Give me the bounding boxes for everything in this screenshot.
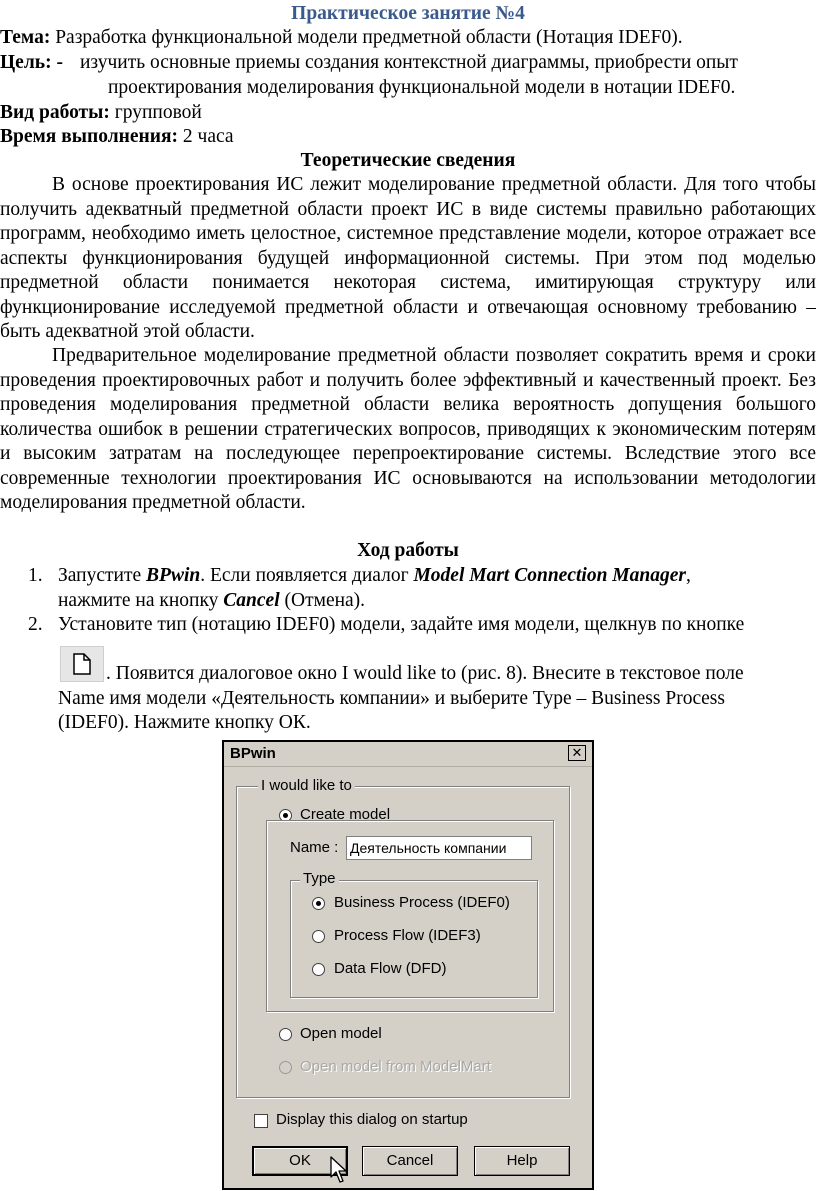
type-process-flow-radio[interactable] [312, 930, 325, 943]
step-2-number: 2. [28, 614, 43, 635]
dialog-titlebar [224, 742, 592, 767]
type-data-flow-label[interactable]: Data Flow (DFD) [334, 960, 447, 977]
worktype-text: групповой [114, 102, 202, 123]
step-1-part: нажмите на кнопку [58, 589, 224, 611]
type-label: Type [300, 870, 339, 887]
new-document-icon [73, 653, 91, 675]
goal-text-2: проектирования моделирования функциональной модели в нотации IDEF0. [108, 77, 736, 98]
time-text: 2 часа [182, 126, 234, 147]
step-1-part: , [685, 565, 691, 586]
open-model-label[interactable]: Open model [300, 1025, 382, 1042]
type-business-process-radio[interactable] [312, 897, 325, 910]
ok-button[interactable]: OK [252, 1146, 348, 1176]
worktype-line [0, 101, 202, 125]
time-label: Время выполнения: [0, 126, 179, 147]
theory-paragraph-2: Предварительное моделирование предметной области позволяет сократить время и сроки проведения проектировочных работ и получить более эффективный и качественный проект. Без проведения моделирования предметной области велика вероятность допущения большого количества ошибок в решении стратегических вопросов, приводящих к экономическим потерям и высоким затратам на последующее перепроектирование системы. Вследствие этого все современные технологии проектирования ИС основываются на использовании методологии моделирования предметной области. [0, 345, 816, 513]
model-name-input[interactable]: Деятельность компании [346, 836, 532, 860]
open-modelmart-radio [279, 1061, 292, 1074]
cancel-term: Cancel [223, 589, 280, 611]
dialog-title: BPwin [230, 745, 276, 762]
step-1-part: Запустите [58, 565, 147, 586]
topic-line [0, 26, 683, 50]
topic-text: Разработка функциональной модели предметной области (Нотация IDEF0). [55, 27, 683, 48]
time-line [0, 125, 234, 149]
page-title: Практическое занятие №4 [291, 3, 525, 24]
help-button[interactable]: Help [474, 1146, 570, 1176]
step-1-part: . Если появляется диалог [200, 565, 414, 586]
step-2-line-4: (IDEF0). Нажмите кнопку ОК. [58, 712, 311, 733]
step-1-part: (Отмена). [279, 589, 366, 611]
open-model-radio[interactable] [279, 1028, 292, 1041]
mouse-cursor-icon [330, 1156, 348, 1184]
worktype-label: Вид работы: [0, 102, 110, 123]
step-2-line-2: . Появится диалоговое окно I would like to (рис. 8). Внесите в текстовое поле [106, 663, 744, 684]
step-2-line-1: Установите тип (нотацию IDEF0) модели, задайте имя модели, щелкнув по кнопке [58, 614, 745, 635]
goal-text-1 [80, 51, 816, 75]
model-mart-term: Model Mart Connection Manager [413, 565, 686, 586]
bpwin-term: BPwin [146, 565, 201, 586]
procedure-heading: Ход работы [357, 540, 459, 561]
step-1-number: 1. [28, 565, 43, 586]
goal-line-1 [0, 51, 63, 75]
cancel-button[interactable]: Cancel [362, 1146, 458, 1176]
goal-text-line1: изучить основные приемы создания контекстной диаграммы, приобрести опыт [80, 52, 738, 73]
step-1 [0, 564, 816, 614]
create-model-text: Create model [300, 806, 391, 823]
display-on-startup-label[interactable]: Display this dialog on startup [276, 1111, 468, 1128]
step-2-line-3: Name имя модели «Деятельность компании» и выберите Type – Business Process [58, 688, 725, 709]
step-1-text [58, 564, 816, 613]
bpwin-dialog [222, 740, 594, 1190]
goal-label: Цель: - [0, 52, 63, 73]
theory-paragraph-1: В основе проектирования ИС лежит моделирование предметной области. Для того чтобы получить адекватный предметной области проект ИС в виде системы правильно работающих программ, необходимо иметь целостное, системное представление модели, которое отражает все аспекты функционирования будущей информационной системы. При этом под моделью предметной области понимается некоторая система, имитирующая структуру или функционирование исследуемой предметной области и отвечающая основному требованию – быть адекватной этой области. [0, 174, 816, 342]
new-model-button [60, 646, 104, 682]
theory-heading: Теоретические сведения [300, 150, 516, 171]
open-modelmart-label: Open model from ModelMart [300, 1058, 491, 1075]
name-label: Name : [290, 839, 339, 856]
type-business-process-label[interactable]: Business Process (IDEF0) [334, 894, 510, 911]
display-on-startup-checkbox[interactable] [254, 1114, 268, 1128]
type-process-flow-label[interactable]: Process Flow (IDEF3) [334, 927, 481, 944]
close-icon[interactable]: ✕ [568, 745, 586, 761]
group-label: I would like to [258, 777, 355, 794]
type-data-flow-radio[interactable] [312, 963, 325, 976]
topic-label: Тема: [0, 27, 51, 48]
